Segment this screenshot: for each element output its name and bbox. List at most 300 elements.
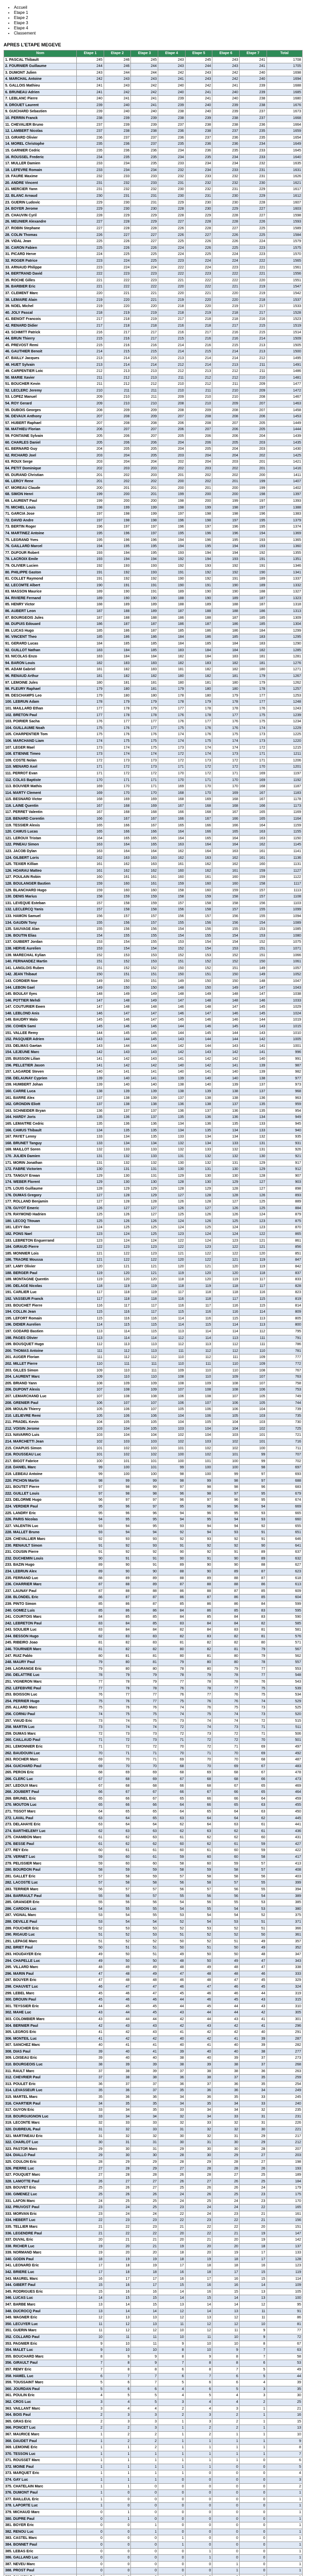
table-row: [4, 290, 303, 297]
cell-stage-3: 173: [131, 757, 158, 764]
cell-total: 571: [267, 1640, 302, 1647]
table-row: [4, 1672, 303, 1679]
cell-stage-7: 110: [239, 1348, 267, 1354]
cell-stage-1: 2: [77, 2412, 104, 2419]
cell-stage-3: 209: [131, 414, 158, 420]
table-row: [4, 2010, 303, 2016]
cell-stage-5: 1: [185, 2458, 212, 2464]
cell-stage-3: 158: [131, 907, 158, 913]
cell-stage-2: 42: [104, 2036, 131, 2042]
cell-total: 1299: [267, 628, 302, 634]
cell-stage-6: 140: [212, 1069, 240, 1076]
cell-name: 252. LEFEBVRE Paul: [4, 1685, 77, 1692]
cell-total: 497: [267, 1743, 302, 1750]
cell-stage-3: 25: [131, 2198, 158, 2205]
cell-stage-7: 121: [239, 1238, 267, 1244]
cell-stage-3: 51: [131, 1945, 158, 1952]
cell-total: 1248: [267, 699, 302, 706]
cell-stage-5: 109: [185, 1380, 212, 1387]
cell-stage-4: 187: [158, 608, 186, 615]
cell-stage-3: 98: [131, 1490, 158, 1497]
cell-total: 819: [267, 1296, 302, 1303]
cell-stage-3: 227: [131, 239, 158, 245]
cell-name: 309. LOISEAU Eric: [4, 2055, 77, 2062]
cell-stage-3: 135: [131, 1134, 158, 1141]
cell-stage-1: 175: [77, 725, 104, 732]
cell-stage-6: 213: [212, 362, 240, 368]
cell-stage-1: 15: [77, 2282, 104, 2289]
cell-stage-2: 5: [104, 2393, 131, 2399]
cell-stage-4: 120: [158, 1264, 186, 1270]
cell-stage-1: 31: [77, 2127, 104, 2133]
cell-stage-3: 133: [131, 1153, 158, 1160]
cell-name: 67. MOREAU Claude: [4, 485, 77, 492]
cell-stage-7: 44: [239, 1990, 267, 1997]
cell-stage-6: 30: [212, 2140, 240, 2146]
cell-stage-2: 149: [104, 991, 131, 998]
table-row: [4, 1549, 303, 1556]
cell-total: 1607: [267, 199, 302, 206]
cell-stage-3: 151: [131, 978, 158, 985]
cell-total: 581: [267, 1627, 302, 1634]
cell-stage-2: 236: [104, 141, 131, 148]
cell-stage-4: 136: [158, 1108, 186, 1114]
cell-name: 276. BESSE Paul: [4, 1841, 77, 1848]
cell-stage-1: 67: [77, 1776, 104, 1783]
cell-stage-1: 51: [77, 1932, 104, 1939]
cell-stage-4: 195: [158, 530, 186, 537]
nav-link-etape-3[interactable]: Etape 3: [14, 21, 28, 25]
cell-stage-4: 214: [158, 342, 186, 349]
cell-name: 170. JULIEN Damien: [4, 1153, 77, 1160]
cell-stage-3: 86: [131, 1607, 158, 1614]
table-row: [4, 342, 303, 349]
cell-stage-4: 107: [158, 1387, 186, 1394]
cell-stage-6: 44: [212, 2003, 240, 2010]
cell-stage-5: 100: [185, 1471, 212, 1478]
cell-stage-6: 141: [212, 1062, 240, 1069]
cell-stage-3: 27: [131, 2185, 158, 2192]
cell-stage-1: 94: [77, 1517, 104, 1523]
cell-stage-1: 165: [77, 822, 104, 829]
cell-stage-3: 117: [131, 1309, 158, 1316]
cell-stage-5: 62: [185, 1841, 212, 1848]
cell-total: 921: [267, 1153, 302, 1160]
cell-stage-4: 243: [158, 63, 186, 70]
cell-stage-4: 186: [158, 615, 186, 621]
cell-stage-3: 171: [131, 784, 158, 790]
cell-name: 179. RAYMOND Hadrien: [4, 1212, 77, 1218]
cell-name: 254. PERRIER Hugo: [4, 1698, 77, 1705]
cell-name: 291. LEPAGE Marc: [4, 1938, 77, 1945]
cell-stage-3: 9: [131, 2353, 158, 2360]
cell-stage-6: 186: [212, 621, 240, 628]
cell-stage-3: 131: [131, 1166, 158, 1173]
cell-stage-3: 1: [131, 2451, 158, 2458]
cell-name: 356. GIRAULT Paul: [4, 2360, 77, 2367]
column-header-stage-5[interactable]: Etape 5: [185, 50, 212, 57]
cell-stage-1: 117: [77, 1290, 104, 1296]
cell-stage-5: 200: [185, 498, 212, 504]
table-row: [4, 2516, 303, 2522]
cell-name: 49. CARPENTIER Loic: [4, 368, 77, 375]
cell-stage-6: 144: [212, 1030, 240, 1037]
cell-stage-6: 231: [212, 187, 240, 193]
table-row: [4, 1296, 303, 1303]
cell-stage-4: 168: [158, 790, 186, 796]
cell-stage-7: 1: [239, 2425, 267, 2432]
cell-stage-3: 197: [131, 524, 158, 531]
cell-stage-2: 212: [104, 381, 131, 388]
cell-stage-7: 145: [239, 1004, 267, 1011]
cell-stage-1: 149: [77, 985, 104, 991]
cell-stage-3: 213: [131, 375, 158, 381]
cell-name: 18. LEFEVRE Romain: [4, 167, 77, 174]
cell-stage-3: 110: [131, 1374, 158, 1381]
table-row: [4, 913, 303, 920]
cell-stage-5: 212: [185, 381, 212, 388]
table-row: [4, 2003, 303, 2010]
cell-stage-4: 36: [158, 2081, 186, 2088]
cell-stage-1: 24: [77, 2198, 104, 2205]
cell-stage-6: 82: [212, 1640, 240, 1647]
cell-stage-3: 97: [131, 1497, 158, 1504]
cell-stage-2: 10: [104, 2341, 131, 2347]
cell-stage-6: 34: [212, 2100, 240, 2107]
cell-stage-3: 67: [131, 1795, 158, 1802]
cell-stage-5: 4: [185, 2405, 212, 2412]
cell-name: 164. HARDY Joris: [4, 1114, 77, 1121]
cell-stage-3: 139: [131, 1095, 158, 1101]
cell-stage-6: 132: [212, 1147, 240, 1154]
column-header-stage-4[interactable]: Etape 4: [158, 50, 186, 57]
cell-name: 116. LAINE Quentin: [4, 803, 77, 809]
cell-stage-5: 69: [185, 1770, 212, 1776]
cell-stage-6: 185: [212, 634, 240, 641]
cell-total: 1257: [267, 686, 302, 693]
cell-stage-5: 187: [185, 621, 212, 628]
cell-stage-2: 141: [104, 1069, 131, 1076]
table-row: [4, 829, 303, 836]
cell-stage-2: 154: [104, 945, 131, 952]
cell-stage-6: 144: [212, 1037, 240, 1043]
cell-stage-5: 188: [185, 608, 212, 615]
cell-stage-4: 239: [158, 96, 186, 103]
column-header-stage-6[interactable]: Etape 6: [212, 50, 240, 57]
cell-stage-2: 6: [104, 2386, 131, 2393]
cell-stage-4: 1: [158, 2438, 186, 2445]
cell-stage-1: 25: [77, 2185, 104, 2192]
cell-stage-4: 22: [158, 2211, 186, 2217]
cell-stage-2: 225: [104, 251, 131, 258]
table-row: [4, 1795, 303, 1802]
cell-name: 374. GAY Luc: [4, 2477, 77, 2484]
cell-total: 931: [267, 1140, 302, 1147]
cell-total: 1089: [267, 920, 302, 926]
cell-stage-2: 202: [104, 479, 131, 485]
cell-stage-1: 177: [77, 712, 104, 719]
cell-stage-3: 185: [131, 647, 158, 654]
nav-link-etape-4[interactable]: Etape 4: [14, 26, 28, 30]
cell-stage-3: 83: [131, 1640, 158, 1647]
table-row: [4, 2211, 303, 2217]
cell-stage-6: 84: [212, 1620, 240, 1627]
cell-stage-6: 181: [212, 673, 240, 680]
cell-stage-2: 54: [104, 1919, 131, 1926]
cell-stage-1: 68: [77, 1770, 104, 1776]
cell-stage-7: 205: [239, 427, 267, 433]
cell-stage-3: 57: [131, 1893, 158, 1900]
cell-stage-5: 219: [185, 310, 212, 316]
cell-total: 1117: [267, 881, 302, 888]
cell-stage-5: 140: [185, 1082, 212, 1089]
cell-name: 83. MASSON Maurice: [4, 589, 77, 596]
cell-stage-4: 39: [158, 2048, 186, 2055]
table-row: [4, 258, 303, 265]
cell-stage-4: 172: [158, 757, 186, 764]
cell-stage-5: 127: [185, 1205, 212, 1212]
cell-stage-6: 234: [212, 161, 240, 167]
cell-name: 279. PELISSIER Marc: [4, 1860, 77, 1867]
cell-stage-4: 75: [158, 1698, 186, 1705]
cell-stage-4: 45: [158, 1990, 186, 1997]
cell-stage-6: 0: [212, 2483, 240, 2490]
cell-stage-2: 47: [104, 1984, 131, 1990]
cell-stage-1: 66: [77, 1789, 104, 1796]
cell-stage-1: 211: [77, 381, 104, 388]
cell-stage-2: 197: [104, 524, 131, 531]
cell-stage-5: 213: [185, 368, 212, 375]
cell-stage-4: 215: [158, 336, 186, 343]
cell-name: 148. LEBLOND Anis: [4, 1010, 77, 1017]
cell-stage-1: 140: [77, 1069, 104, 1076]
table-row: [4, 2380, 303, 2386]
cell-stage-1: 34: [77, 2100, 104, 2107]
cell-stage-4: 112: [158, 1342, 186, 1348]
cell-stage-2: 0: [104, 2529, 131, 2535]
cell-stage-5: 231: [185, 193, 212, 200]
cell-stage-7: 136: [239, 1095, 267, 1101]
cell-stage-3: 190: [131, 595, 158, 602]
column-header-name[interactable]: Nom: [4, 50, 77, 57]
cell-stage-1: 171: [77, 770, 104, 777]
cell-stage-2: 34: [104, 2107, 131, 2114]
cell-stage-4: 113: [158, 1328, 186, 1335]
cell-stage-5: 155: [185, 933, 212, 939]
cell-stage-4: 109: [158, 1367, 186, 1374]
cell-stage-7: 103: [239, 1413, 267, 1419]
cell-stage-2: 94: [104, 1530, 131, 1536]
column-header-stage-2[interactable]: Etape 2: [104, 50, 131, 57]
table-row: [4, 323, 303, 329]
cell-stage-2: 13: [104, 2315, 131, 2321]
cell-total: 193: [267, 2165, 302, 2172]
cell-stage-1: 95: [77, 1504, 104, 1511]
cell-stage-2: 131: [104, 1166, 131, 1173]
cell-stage-4: 52: [158, 1919, 186, 1926]
cell-stage-3: 188: [131, 615, 158, 621]
cell-stage-4: 208: [158, 407, 186, 414]
cell-stage-4: 204: [158, 439, 186, 446]
cell-stage-3: 73: [131, 1731, 158, 1737]
table-row: [4, 1588, 303, 1595]
cell-stage-4: 234: [158, 147, 186, 154]
cell-stage-7: 215: [239, 323, 267, 329]
cell-stage-5: 108: [185, 1393, 212, 1400]
cell-name: 257. VIAUD Eric: [4, 1718, 77, 1724]
cell-name: 16. ROUSSEL Frederic: [4, 154, 77, 161]
cell-stage-7: 239: [239, 82, 267, 89]
cell-stage-3: 71: [131, 1757, 158, 1764]
cell-stage-3: 121: [131, 1264, 158, 1270]
table-row: [4, 1030, 303, 1037]
table-row: [4, 2360, 303, 2367]
cell-name: 373. MARQUET Eric: [4, 2470, 77, 2477]
cell-total: 506: [267, 1731, 302, 1737]
cell-total: 1281: [267, 654, 302, 660]
cell-stage-6: 61: [212, 1841, 240, 1848]
cell-stage-1: 45: [77, 1990, 104, 1997]
cell-stage-2: 0: [104, 2568, 131, 2574]
cell-stage-4: 2: [158, 2412, 186, 2419]
cell-stage-5: 220: [185, 297, 212, 303]
cell-stage-1: 189: [77, 589, 104, 596]
table-row: [4, 732, 303, 738]
nav-link-etape-2[interactable]: Etape 2: [14, 15, 28, 20]
nav-link-accueil[interactable]: Accueil: [14, 5, 27, 10]
cell-stage-4: 179: [158, 686, 186, 693]
cell-stage-6: 57: [212, 1880, 240, 1887]
cell-stage-2: 104: [104, 1426, 131, 1432]
cell-total: 1491: [267, 362, 302, 368]
cell-name: 225. LANDRY Eric: [4, 1510, 77, 1517]
cell-stage-5: 198: [185, 511, 212, 518]
cell-stage-3: 0: [131, 2490, 158, 2497]
cell-stage-5: 22: [185, 2230, 212, 2237]
table-row: [4, 187, 303, 193]
cell-stage-2: 0: [104, 2496, 131, 2503]
cell-name: 33. ARNAUD Philippe: [4, 264, 77, 271]
table-row: [4, 1264, 303, 1270]
cell-total: 847: [267, 1257, 302, 1264]
cell-stage-2: 1: [104, 2470, 131, 2477]
nav-link-classement[interactable]: Classement: [14, 31, 36, 36]
cell-stage-1: 223: [77, 258, 104, 265]
cell-stage-6: 210: [212, 394, 240, 401]
cell-name: 147. COUTURIER Ewen: [4, 1004, 77, 1011]
cell-stage-3: 128: [131, 1199, 158, 1206]
cell-stage-4: 181: [158, 667, 186, 673]
cell-stage-6: 206: [212, 433, 240, 440]
cell-stage-1: 191: [77, 569, 104, 576]
cell-total: 529: [267, 1698, 302, 1705]
cell-name: 90. VINCENT Theo: [4, 634, 77, 641]
table-row: [4, 524, 303, 531]
table-row: [4, 1043, 303, 1049]
cell-stage-4: 56: [158, 1880, 186, 1887]
cell-stage-2: 138: [104, 1101, 131, 1108]
table-row: [4, 1932, 303, 1939]
cell-stage-1: 183: [77, 654, 104, 660]
cell-name: 8. DROUET Laurent: [4, 102, 77, 109]
cell-stage-6: 20: [212, 2243, 240, 2250]
cell-stage-4: 157: [158, 900, 186, 907]
table-row: [4, 796, 303, 803]
cell-name: 137. GUIBERT Jordan: [4, 939, 77, 946]
cell-stage-1: 21: [77, 2224, 104, 2230]
cell-stage-2: 85: [104, 1614, 131, 1621]
cell-name: 305. LEGROS Eric: [4, 2029, 77, 2036]
cell-name: 136. BOUTIN Elias: [4, 933, 77, 939]
cell-stage-1: 87: [77, 1588, 104, 1595]
cell-stage-7: 77: [239, 1672, 267, 1679]
column-header-stage-3[interactable]: Etape 3: [131, 50, 158, 57]
cell-stage-6: 42: [212, 2029, 240, 2036]
cell-stage-6: 120: [212, 1270, 240, 1277]
cell-stage-6: 114: [212, 1328, 240, 1335]
cell-stage-6: 70: [212, 1757, 240, 1764]
cell-total: 1150: [267, 835, 302, 842]
column-header-stage-1[interactable]: Etape 1: [77, 50, 104, 57]
cell-stage-5: 235: [185, 154, 212, 161]
cell-stage-3: 141: [131, 1069, 158, 1076]
cell-stage-6: 58: [212, 1867, 240, 1874]
cell-stage-1: 199: [77, 492, 104, 498]
cell-stage-6: 126: [212, 1205, 240, 1212]
cell-stage-2: 20: [104, 2243, 131, 2250]
cell-stage-5: 172: [185, 764, 212, 771]
nav-link-etape-1[interactable]: Etape 1: [14, 10, 28, 15]
cell-total: 175: [267, 2191, 302, 2198]
cell-name: 306. MONTEIL Luc: [4, 2036, 77, 2042]
cell-stage-5: 59: [185, 1867, 212, 1874]
table-row: [4, 1452, 303, 1459]
table-row: [4, 530, 303, 537]
cell-stage-3: 170: [131, 790, 158, 796]
cell-stage-1: 121: [77, 1257, 104, 1264]
cell-stage-5: 184: [185, 647, 212, 654]
cell-stage-7: 211: [239, 362, 267, 368]
cell-stage-6: 239: [212, 109, 240, 115]
table-row: [4, 2399, 303, 2405]
cell-stage-2: 226: [104, 245, 131, 251]
cell-stage-4: 32: [158, 2113, 186, 2120]
cell-total: 179: [267, 2185, 302, 2192]
cell-stage-2: 222: [104, 284, 131, 291]
cell-total: 156: [267, 2217, 302, 2224]
cell-stage-1: 26: [77, 2178, 104, 2185]
cell-stage-6: 26: [212, 2185, 240, 2192]
table-row: [4, 1614, 303, 1621]
table-row: [4, 394, 303, 401]
cell-stage-3: 237: [131, 134, 158, 141]
cell-stage-2: 144: [104, 1043, 131, 1049]
column-header-stage-7[interactable]: Etape 7: [239, 50, 267, 57]
cell-stage-7: 92: [239, 1523, 267, 1530]
cell-stage-7: 212: [239, 355, 267, 362]
cell-total: 1383: [267, 511, 302, 518]
cell-stage-7: 33: [239, 2094, 267, 2101]
cell-name: 62. RICHARD Joel: [4, 452, 77, 459]
table-row: [4, 2341, 303, 2347]
cell-stage-1: 188: [77, 602, 104, 608]
cell-stage-1: 245: [77, 57, 104, 63]
cell-stage-6: 85: [212, 1607, 240, 1614]
cell-stage-7: 95: [239, 1490, 267, 1497]
table-row: [4, 699, 303, 706]
cell-stage-1: 195: [77, 537, 104, 544]
column-header-total[interactable]: Total: [267, 50, 302, 57]
